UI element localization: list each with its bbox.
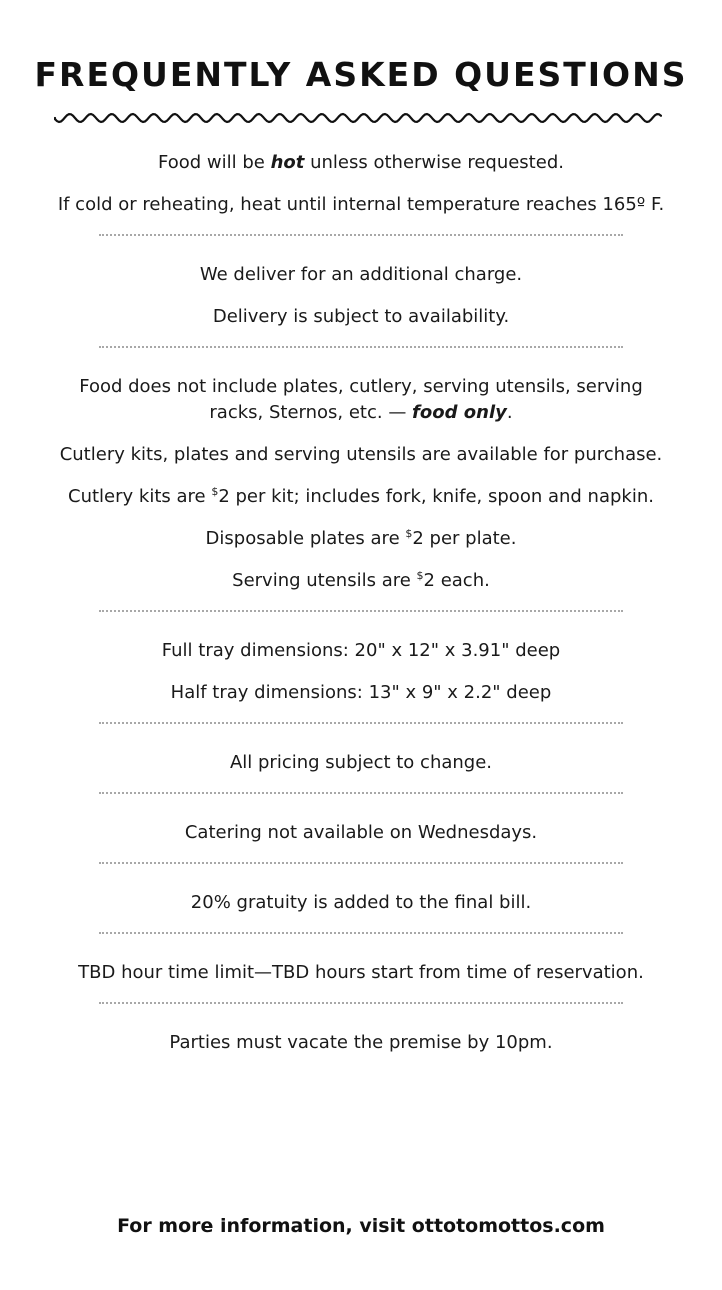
- faq-line: We deliver for an additional charge.: [199, 264, 523, 285]
- faq-line: Full tray dimensions: 20" x 12" x 3.91" deep: [161, 640, 561, 661]
- faq-line: Serving utensils are $2 each.: [232, 569, 490, 591]
- faq-line: Disposable plates are $2 per plate.: [205, 527, 517, 549]
- faq-section-food-temperature: [40, 150, 682, 218]
- faq-section-delivery: [40, 262, 682, 330]
- faq-section-pricing: [40, 750, 682, 776]
- faq-section-trays: [40, 638, 682, 706]
- dotted-divider: [99, 792, 623, 794]
- faq-line: Cutlery kits, plates and serving utensils are available for purchase.: [59, 444, 663, 465]
- faq-line: 20% gratuity is added to the final bill.: [190, 892, 532, 913]
- faq-line: All pricing subject to change.: [229, 752, 493, 773]
- dotted-divider: [99, 234, 623, 236]
- faq-line: Half tray dimensions: 13" x 9" x 2.2" deep: [170, 682, 552, 703]
- dotted-divider: [99, 722, 623, 724]
- wavy-divider: [54, 108, 662, 128]
- faq-line: Food will be hot unless otherwise requested.: [158, 152, 564, 173]
- faq-line: Catering not available on Wednesdays.: [184, 822, 538, 843]
- dotted-divider: [99, 1002, 623, 1004]
- faq-section-vacate: [40, 1030, 682, 1056]
- faq-line: Cutlery kits are $2 per kit; includes fork, knife, spoon and napkin.: [68, 485, 654, 507]
- dotted-divider: [99, 862, 623, 864]
- faq-line: Delivery is subject to availability.: [212, 306, 510, 327]
- emphasis-text: food only: [412, 402, 507, 423]
- page-title: FREQUENTLY ASKED QUESTIONS: [34, 55, 688, 94]
- faq-line: Parties must vacate the premise by 10pm.: [169, 1032, 553, 1053]
- faq-section-supplies: [40, 374, 682, 594]
- faq-line: TBD hour time limit—TBD hours start from time of reservation.: [78, 962, 644, 983]
- faq-line: If cold or reheating, heat until internal temperature reaches 165º F.: [57, 194, 665, 215]
- more-info-footer: For more information, visit ottotomottos.com: [117, 1215, 605, 1237]
- faq-section-gratuity: [40, 890, 682, 916]
- emphasis-text: hot: [270, 152, 305, 173]
- dotted-divider: [99, 932, 623, 934]
- faq-section-availability: [40, 820, 682, 846]
- dotted-divider: [99, 610, 623, 612]
- faq-line: Food does not include plates, cutlery, serving utensils, serving racks, Sternos, etc. — food only.: [79, 376, 643, 423]
- faq-section-time-limit: [40, 960, 682, 986]
- faq-list: [40, 150, 682, 1072]
- dotted-divider: [99, 346, 623, 348]
